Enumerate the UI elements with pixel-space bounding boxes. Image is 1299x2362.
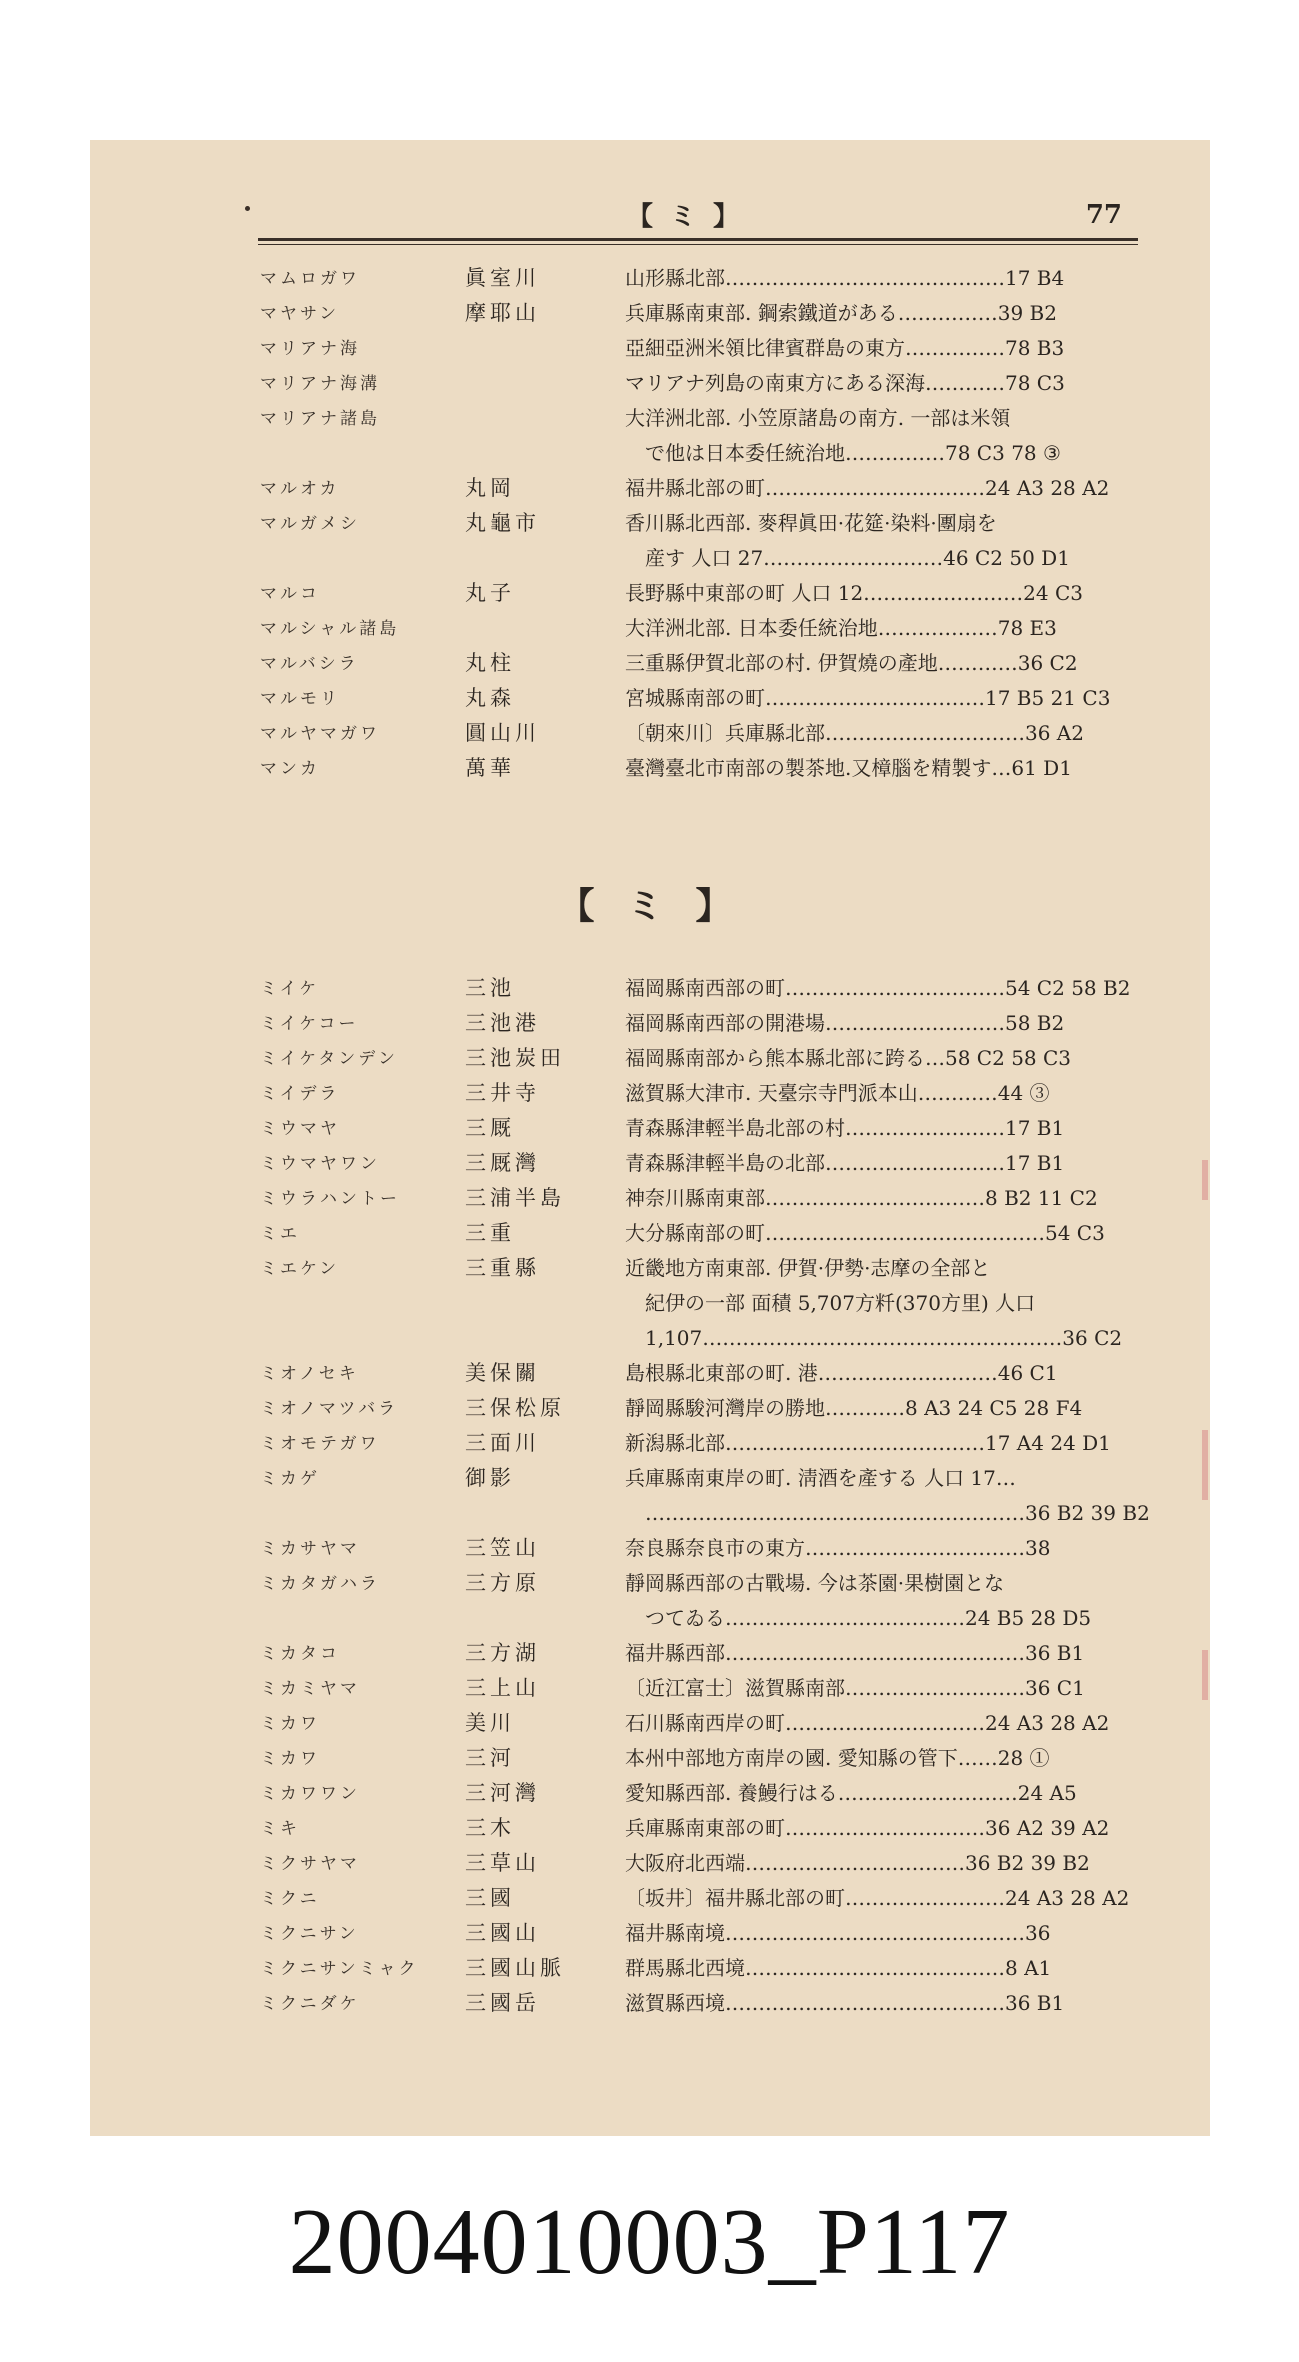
page-number: 77 (1085, 200, 1122, 230)
entry-name: 圓山川 (465, 721, 540, 745)
entry-description: 臺灣臺北市南部の製茶地.又樟腦を精製す…61 D1 (625, 756, 1072, 780)
entry-reading: ミイケ (260, 979, 320, 999)
entry-description: 島根縣北東部の町. 港………………………46 C1 (625, 1361, 1058, 1385)
entry-name: 三國岳 (465, 1991, 540, 2015)
entry-reading: ミクニサン (260, 1924, 359, 1944)
entry-name: 三面川 (465, 1431, 540, 1455)
entry-description: 〔朝來川〕兵庫縣北部…………………………36 A2 (625, 721, 1084, 745)
entry-name: 丸柱 (465, 651, 515, 675)
index-entry (90, 610, 1210, 645)
entry-description: 青森縣津輕半島北部の村……………………17 B1 (625, 1116, 1065, 1140)
index-entry (90, 400, 1210, 435)
index-entry (90, 1005, 1210, 1040)
entry-name: 美川 (465, 1711, 515, 1735)
entry-reading: ミカゲ (260, 1469, 320, 1489)
entry-name: 三井寺 (465, 1081, 540, 1105)
index-entry (90, 1705, 1210, 1740)
index-entry (90, 365, 1210, 400)
entry-description: 愛知縣西部. 養鰻行はる………………………24 A5 (625, 1781, 1077, 1805)
index-entry (90, 295, 1210, 330)
index-entry (90, 1145, 1210, 1180)
entry-reading: ミイケコー (260, 1014, 359, 1034)
index-entry (90, 1635, 1210, 1670)
entry-reading: ミウマヤ (260, 1119, 340, 1139)
entry-name: 三厩 (465, 1116, 515, 1140)
entry-description: 兵庫縣南東部. 鋼索鐵道がある……………39 B2 (625, 301, 1057, 325)
entries-mi (90, 970, 1210, 2020)
entry-reading: ミウラハントー (260, 1189, 400, 1209)
index-entry (90, 1950, 1210, 1985)
entry-description: 福岡縣南部から熊本縣北部に跨る…58 C2 58 C3 (625, 1046, 1072, 1070)
entry-description: 兵庫縣南東岸の町. 淸酒を產する 人口 17… (625, 1466, 1016, 1490)
entry-name: 三浦半島 (465, 1186, 565, 1210)
index-entry (90, 1285, 1210, 1320)
index-entry (90, 680, 1210, 715)
index-entry (90, 1040, 1210, 1075)
entry-description: 宮城縣南部の町……………………………17 B5 21 C3 (625, 686, 1111, 710)
entry-name: 三河 (465, 1746, 515, 1770)
entry-name: 三池港 (465, 1011, 540, 1035)
entry-description: 長野縣中東部の町 人口 12……………………24 C3 (625, 581, 1083, 605)
entry-description: 福井縣北部の町……………………………24 A3 28 A2 (625, 476, 1110, 500)
index-entry (90, 435, 1210, 470)
entry-reading: ミカミヤマ (260, 1679, 360, 1699)
entry-reading: ミカタコ (260, 1644, 340, 1664)
book-page (90, 140, 1210, 2136)
entry-reading: ミイデラ (260, 1084, 340, 1104)
entry-reading: マルヤマガワ (260, 724, 380, 744)
entry-description: 産す 人口 27………………………46 C2 50 D1 (625, 546, 1070, 570)
index-entry (90, 575, 1210, 610)
entry-reading: マリアナ諸島 (260, 409, 380, 429)
entry-description: 三重縣伊賀北部の村. 伊賀燒の產地…………36 C2 (625, 651, 1078, 675)
index-entry (90, 750, 1210, 785)
index-entry (90, 1075, 1210, 1110)
entry-reading: ミクサヤマ (260, 1854, 360, 1874)
index-entry (90, 540, 1210, 575)
image-caption: 2004010003_P117 (288, 2190, 1011, 2294)
entry-description: 紀伊の一部 面積 5,707方粁(370方里) 人口 (625, 1291, 1036, 1315)
entry-reading: ミウマヤワン (260, 1154, 380, 1174)
entry-description: 近畿地方南東部. 伊賀·伊勢·志摩の全部と (625, 1256, 991, 1280)
index-entry (90, 1355, 1210, 1390)
entry-description: 青森縣津輕半島の北部………………………17 B1 (625, 1151, 1065, 1175)
index-entry (90, 1985, 1210, 2020)
index-entry (90, 1495, 1210, 1530)
index-entry (90, 1810, 1210, 1845)
index-entry (90, 505, 1210, 540)
entry-description: 〔坂井〕福井縣北部の町……………………24 A3 28 A2 (625, 1886, 1130, 1910)
entry-description: 大分縣南部の町……………………………………54 C3 (625, 1221, 1105, 1245)
entry-reading: マルシャル諸島 (260, 619, 400, 639)
index-entry (90, 1565, 1210, 1600)
entry-reading: ミイケタンデン (260, 1049, 398, 1069)
entry-name: 美保關 (465, 1361, 540, 1385)
entry-description: マリアナ列島の南東方にある深海…………78 C3 (625, 371, 1065, 395)
entry-name: 摩耶山 (465, 301, 540, 325)
entry-name: 三上山 (465, 1676, 540, 1700)
entry-name: 三池炭田 (465, 1046, 565, 1070)
entry-description: 1,107………………………………………………36 C2 (625, 1326, 1123, 1350)
entry-reading: マヤサン (260, 304, 340, 324)
entry-reading: ミクニダケ (260, 1994, 360, 2014)
index-entry (90, 260, 1210, 295)
entry-reading: ミカサヤマ (260, 1539, 360, 1559)
entry-description: 本州中部地方南岸の國. 愛知縣の管下……28 ① (625, 1746, 1050, 1770)
page-stain (1202, 1430, 1208, 1500)
entry-description: 新潟縣北部…………………………………17 A4 24 D1 (625, 1431, 1111, 1455)
entry-reading: ミカタガハラ (260, 1574, 380, 1594)
entry-reading: ミカワ (260, 1749, 320, 1769)
entry-description: 福井縣南境………………………………………36 (625, 1921, 1051, 1945)
entry-name: 三草山 (465, 1851, 540, 1875)
entry-name: 三方原 (465, 1571, 540, 1595)
entry-description: 福井縣西部………………………………………36 B1 (625, 1641, 1085, 1665)
index-entry (90, 1425, 1210, 1460)
entry-reading: マルモリ (260, 689, 340, 709)
entry-name: 三厩灣 (465, 1151, 540, 1175)
entry-description: 滋賀縣大津市. 天臺宗寺門派本山…………44 ③ (625, 1081, 1050, 1105)
page-stain (1202, 1160, 1208, 1200)
entry-reading: ミクニ (260, 1889, 320, 1909)
index-entry (90, 1180, 1210, 1215)
entry-name: 三保松原 (465, 1396, 565, 1420)
entry-name: 三重 (465, 1221, 515, 1245)
header-rule-thin (258, 244, 1138, 245)
page-stain (1202, 1650, 1208, 1700)
entry-name: 丸岡 (465, 476, 515, 500)
entry-description: 奈良縣奈良市の東方……………………………38 (625, 1536, 1051, 1560)
index-entry (90, 1110, 1210, 1145)
entry-description: 亞細亞洲米領比律賓群島の東方……………78 B3 (625, 336, 1065, 360)
entry-description: 靜岡縣駿河灣岸の勝地…………8 A3 24 C5 28 F4 (625, 1396, 1083, 1420)
entry-description: 〔近江富士〕滋賀縣南部………………………36 C1 (625, 1676, 1085, 1700)
entry-reading: マムロガワ (260, 269, 360, 289)
entry-name: 御影 (465, 1466, 515, 1490)
entry-description: 大洋洲北部. 小笠原諸島の南方. 一部は米領 (625, 406, 1011, 430)
entry-reading: ミエケン (260, 1259, 340, 1279)
entry-description: つてゐる………………………………24 B5 28 D5 (625, 1606, 1092, 1630)
entry-name: 三河灣 (465, 1781, 540, 1805)
index-entry (90, 1880, 1210, 1915)
index-entry (90, 1215, 1210, 1250)
index-entry (90, 1530, 1210, 1565)
entry-description: 大阪府北西端……………………………36 B2 39 B2 (625, 1851, 1090, 1875)
entry-description: 兵庫縣南東部の町…………………………36 A2 39 A2 (625, 1816, 1110, 1840)
index-entry (90, 1775, 1210, 1810)
index-entry (90, 1600, 1210, 1635)
index-entry (90, 1460, 1210, 1495)
entry-name: 丸子 (465, 581, 515, 605)
section-title: 【 ミ 】 (558, 885, 742, 927)
entry-description: 福岡縣南西部の町……………………………54 C2 58 B2 (625, 976, 1131, 1000)
entry-name: 三笠山 (465, 1536, 540, 1560)
entry-description: 靜岡縣西部の古戰場. 今は茶園·果樹園とな (625, 1571, 1005, 1595)
entry-description: …………………………………………………36 B2 39 B2 (625, 1501, 1150, 1525)
index-entry (90, 1845, 1210, 1880)
header-rule (258, 238, 1138, 241)
entry-name: 三方湖 (465, 1641, 540, 1665)
entry-name: 三木 (465, 1816, 515, 1840)
running-header: 【 ミ 】 (626, 202, 744, 232)
index-entry (90, 1915, 1210, 1950)
entry-reading: マルバシラ (260, 654, 359, 674)
entry-description: 神奈川縣南東部……………………………8 B2 11 C2 (625, 1186, 1098, 1210)
entry-description: 福岡縣南西部の開港場………………………58 B2 (625, 1011, 1065, 1035)
index-entry (90, 715, 1210, 750)
entry-name: 三國山脈 (465, 1956, 565, 1980)
entry-reading: ミカワワン (260, 1784, 360, 1804)
entry-name: 丸森 (465, 686, 515, 710)
entry-reading: マリアナ海 (260, 339, 360, 359)
entry-name: 三國 (465, 1886, 515, 1910)
entry-reading: ミオノマツバラ (260, 1399, 399, 1419)
entry-name: 眞室川 (465, 266, 540, 290)
entry-description: 山形縣北部……………………………………17 B4 (625, 266, 1065, 290)
entry-reading: マリアナ海溝 (260, 374, 380, 394)
index-entry (90, 1250, 1210, 1285)
index-entry (90, 330, 1210, 365)
entry-description: 香川縣北西部. 麥稈眞田·花筵·染料·團扇を (625, 511, 997, 535)
entry-reading: ミクニサンミャク (260, 1959, 419, 1979)
entry-reading: マルガメシ (260, 514, 360, 534)
entry-name: 丸龜市 (465, 511, 540, 535)
page-dot (245, 206, 250, 211)
index-entry (90, 1320, 1210, 1355)
index-entry (90, 645, 1210, 680)
index-entry (90, 1740, 1210, 1775)
entry-reading: マルコ (260, 584, 320, 604)
entry-name: 萬華 (465, 756, 515, 780)
entry-description: 群馬縣北西境…………………………………8 A1 (625, 1956, 1052, 1980)
entry-name: 三池 (465, 976, 515, 1000)
entry-reading: ミオモテガワ (260, 1434, 380, 1454)
entry-reading: ミキ (260, 1819, 300, 1839)
entry-reading: ミエ (260, 1224, 300, 1244)
entry-name: 三重縣 (465, 1256, 540, 1280)
entry-description: で他は日本委任統治地……………78 C3 78 ③ (625, 441, 1061, 465)
entries-ma (90, 260, 1210, 785)
index-entry (90, 1670, 1210, 1705)
entry-description: 滋賀縣西境……………………………………36 B1 (625, 1991, 1065, 2015)
entry-name: 三國山 (465, 1921, 540, 1945)
entry-reading: ミオノセキ (260, 1364, 359, 1384)
entry-reading: マルオカ (260, 479, 340, 499)
entry-reading: マンカ (260, 759, 320, 779)
entry-description: 石川縣南西岸の町…………………………24 A3 28 A2 (625, 1711, 1110, 1735)
entry-description: 大洋洲北部. 日本委任統治地………………78 E3 (625, 616, 1057, 640)
index-entry (90, 1390, 1210, 1425)
index-entry (90, 470, 1210, 505)
index-entry (90, 970, 1210, 1005)
entry-reading: ミカワ (260, 1714, 320, 1734)
